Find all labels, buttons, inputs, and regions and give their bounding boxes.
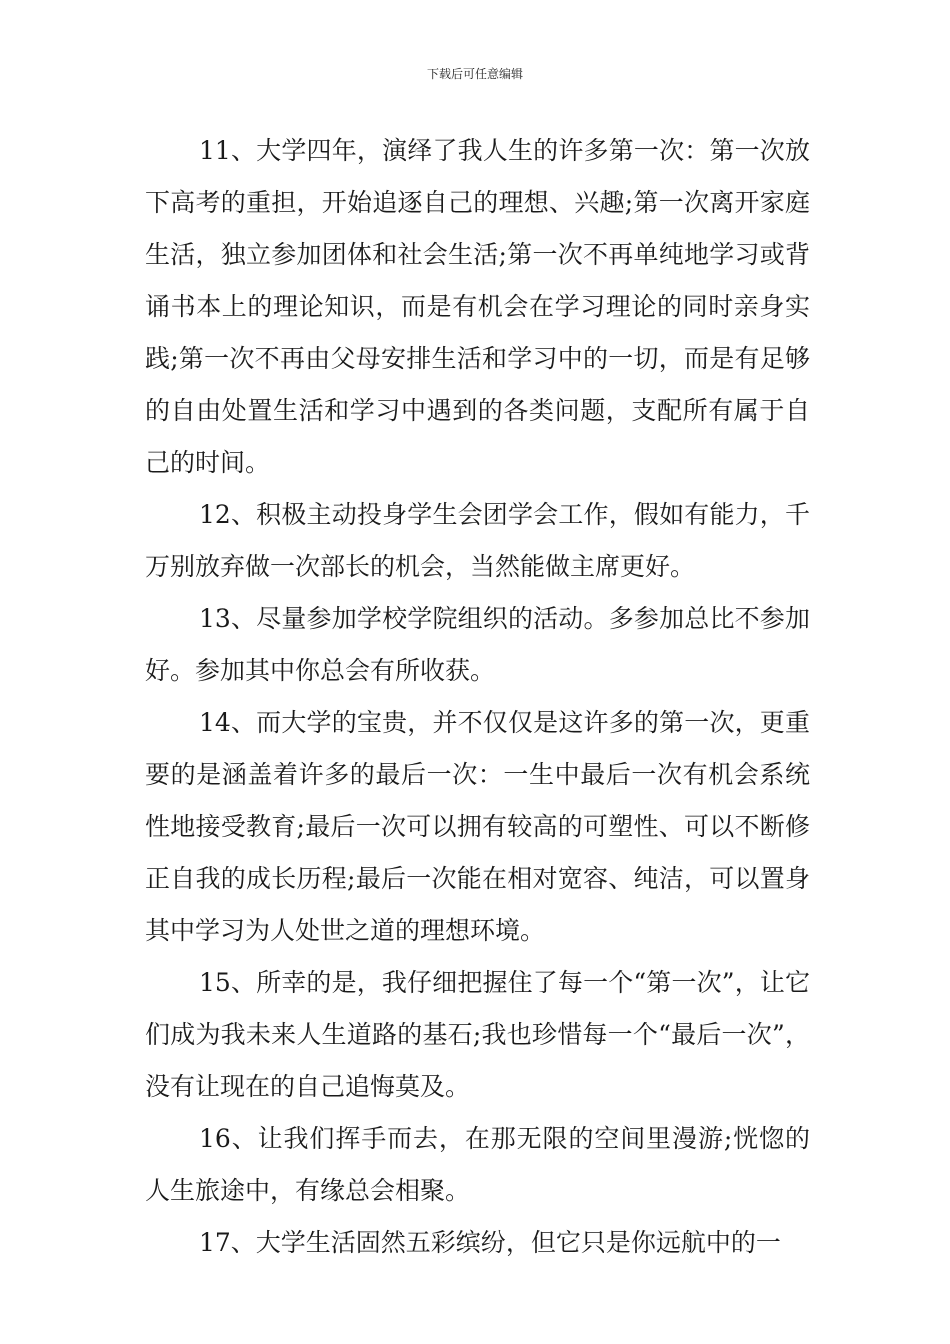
page-header: 下载后可任意编辑 bbox=[426, 67, 523, 81]
paragraph-16: 16、让我们挥手而去，在那无限的空间里漫游;恍惚的人生旅途中，有缘总会相聚。 bbox=[145, 1124, 810, 1205]
paragraph-14: 14、而大学的宝贵，并不仅仅是这许多的第一次，更重要的是涵盖着许多的最后一次：一生中最后一次有机会系统性地接受教育;最后一次可以拥有较高的可塑性、可以不断修正自我的成长历程;最后一次能在相对宽容、纯洁，可以置身其中学习为人处世之道的理想环境。 bbox=[145, 708, 810, 945]
document-body bbox=[145, 125, 810, 1269]
paragraph-11: 11、大学四年，演绎了我人生的许多第一次：第一次放下高考的重担，开始追逐自己的理想、兴趣;第一次离开家庭生活，独立参加团体和社会生活;第一次不再单纯地学习或背诵书本上的理论知识，而是有机会在学习理论的同时亲身实践;第一次不再由父母安排生活和学习中的一切，而是有足够的自由处置生活和学习中遇到的各类问题，支配所有属于自己的时间。 bbox=[145, 136, 810, 477]
paragraph-13: 13、尽量参加学校学院组织的活动。多参加总比不参加好。参加其中你总会有所收获。 bbox=[145, 604, 810, 685]
paragraph-17: 17、大学生活固然五彩缤纷，但它只是你远航中的一 bbox=[199, 1228, 781, 1257]
paragraph-12: 12、积极主动投身学生会团学会工作，假如有能力，千万别放弃做一次部长的机会，当然能做主席更好。 bbox=[145, 500, 810, 581]
paragraph-15: 15、所幸的是，我仔细把握住了每一个“第一次”，让它们成为我未来人生道路的基石;我也珍惜每一个“最后一次”，没有让现在的自己追悔莫及。 bbox=[145, 968, 811, 1101]
